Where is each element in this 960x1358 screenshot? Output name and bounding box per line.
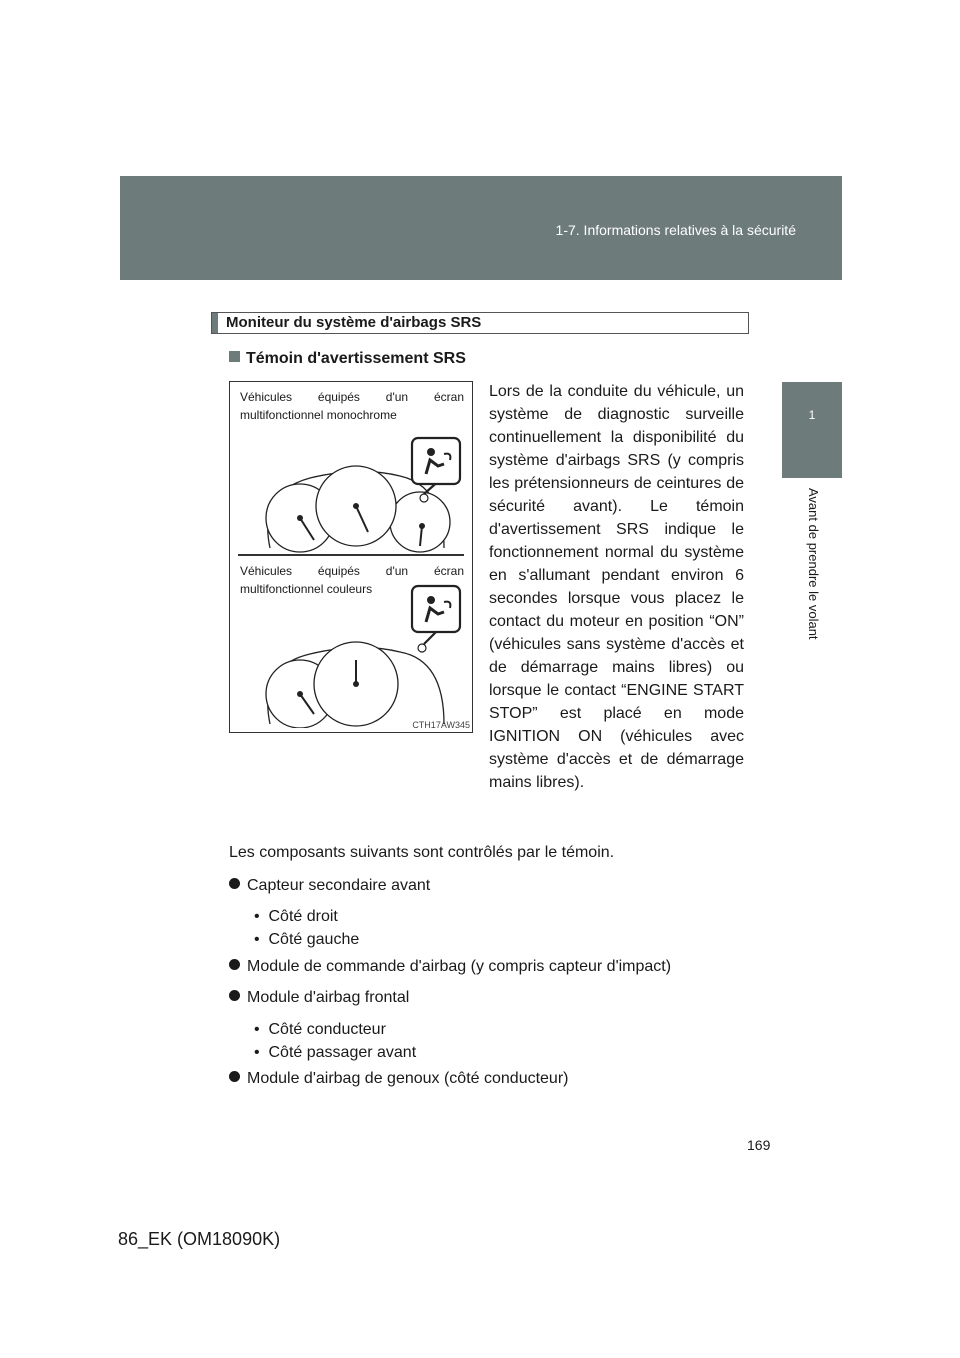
page-number: 169 xyxy=(747,1137,771,1153)
cluster-color-drawing xyxy=(230,556,474,728)
body-paragraph: Lors de la conduite du véhicule, un système de diagnostic surveille continuellement la disponibilité du système d'airbags SRS (y compris les prétensionneurs de ceintures de sécurité avant). Le témoin d'avertissement SRS indique le fonctionnement normal du système en s'allumant pendant environ 6 secondes lorsque vous placez le contact du moteur en position “ON” (véhicules sans système d'accès et de démarrage mains libres) ou lorsque le contact “ENGINE START STOP” est placé en mode IGNITION ON (véhicules avec système d'accès et de démarrage mains libres). xyxy=(489,383,744,791)
header-band xyxy=(120,176,842,280)
header-section-title: 1-7. Informations relatives à la sécurité xyxy=(555,222,796,238)
bullet-dot-icon xyxy=(229,878,240,889)
section-title: Moniteur du système d'airbags SRS xyxy=(211,312,749,334)
component-subitem: • Côté gauche xyxy=(254,931,360,948)
cluster-monochrome-drawing xyxy=(230,382,474,554)
subheading-text: Témoin d'avertissement SRS xyxy=(246,350,466,367)
subitem-label: Côté conducteur xyxy=(268,1021,386,1038)
components-intro: Les composants suivants sont contrôlés par le témoin. xyxy=(229,844,615,861)
component-item xyxy=(229,988,409,1008)
subitem-label: Côté gauche xyxy=(268,931,360,948)
component-label: Module de commande d'airbag (y compris capteur d'impact) xyxy=(247,958,672,975)
chapter-label: Avant de prendre le volant xyxy=(806,488,821,640)
component-subitem: • Côté passager avant xyxy=(254,1044,417,1061)
instrument-cluster-figure xyxy=(229,381,473,733)
document-code: 86_EK (OM18090K) xyxy=(118,1229,281,1249)
component-subitem: • Côté conducteur xyxy=(254,1021,386,1038)
chapter-tab xyxy=(782,382,842,478)
chapter-number: 1 xyxy=(808,408,816,422)
figure-caption-monochrome: Véhicules équipés d'un écran multifonctionnel monochrome xyxy=(240,390,464,422)
subitem-label: Côté passager avant xyxy=(268,1044,417,1061)
component-label: Module d'airbag de genoux (côté conducteur) xyxy=(247,1070,569,1087)
component-item xyxy=(229,1069,568,1089)
square-bullet-icon xyxy=(229,351,240,362)
component-label: Module d'airbag frontal xyxy=(247,989,410,1006)
figure-code: CTH17AW345 xyxy=(412,720,470,730)
component-item xyxy=(229,876,430,896)
component-item xyxy=(229,957,671,977)
bullet-dot-icon xyxy=(229,959,240,970)
bullet-dot-icon xyxy=(229,1071,240,1082)
subitem-label: Côté droit xyxy=(268,908,338,925)
component-label: Capteur secondaire avant xyxy=(247,877,431,894)
subheading xyxy=(229,349,466,369)
bullet-dot-icon xyxy=(229,990,240,1001)
figure-caption-color: Véhicules équipés d'un écran multifonctionnel couleurs xyxy=(240,564,464,596)
component-subitem: • Côté droit xyxy=(254,908,338,925)
